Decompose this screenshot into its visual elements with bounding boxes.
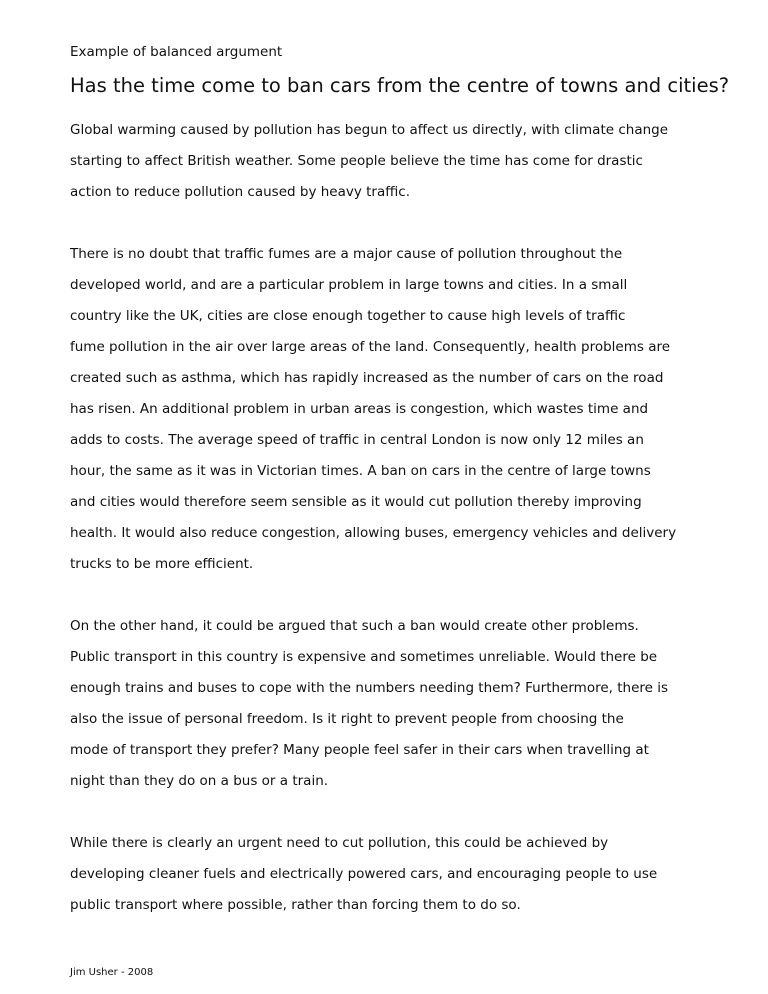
- paragraph-line: health. It would also reduce congestion, allowing buses, emergency vehicles and delivery: [70, 525, 677, 541]
- paragraph-line: enough trains and buses to cope with the numbers needing them? Furthermore, there is: [70, 680, 669, 696]
- paragraph-line: fume pollution in the air over large areas of the land. Consequently, health problems are: [70, 339, 671, 355]
- paragraph-line: has risen. An additional problem in urban areas is congestion, which wastes time and: [70, 401, 649, 417]
- paragraph-line: action to reduce pollution caused by heavy traffic.: [70, 184, 411, 200]
- paragraph-line: On the other hand, it could be argued that such a ban would create other problems.: [70, 618, 639, 634]
- paragraph-line: While there is clearly an urgent need to cut pollution, this could be achieved by: [70, 835, 609, 851]
- paragraph-line: and cities would therefore seem sensible as it would cut pollution thereby improving: [70, 494, 642, 510]
- paragraph-line: developed world, and are a particular problem in large towns and cities. In a small: [70, 277, 628, 293]
- paragraph-line: There is no doubt that traffic fumes are a major cause of pollution throughout the: [70, 246, 623, 262]
- paragraph-line: Public transport in this country is expensive and sometimes unreliable. Would there be: [70, 649, 658, 665]
- paragraph-line: adds to costs. The average speed of traffic in central London is now only 12 miles an: [70, 432, 644, 448]
- paragraph-line: starting to affect British weather. Some people believe the time has come for drastic: [70, 153, 643, 169]
- paragraph-line: mode of transport they prefer? Many people feel safer in their cars when travelling at: [70, 742, 649, 758]
- paragraph-line: created such as asthma, which has rapidly increased as the number of cars on the road: [70, 370, 664, 386]
- paragraph-line: hour, the same as it was in Victorian times. A ban on cars in the centre of large towns: [70, 463, 651, 479]
- paragraph-line: developing cleaner fuels and electrically powered cars, and encouraging people to use: [70, 866, 658, 882]
- paragraph-line: Global warming caused by pollution has begun to affect us directly, with climate change: [70, 122, 669, 138]
- paragraph-line: also the issue of personal freedom. Is it right to prevent people from choosing the: [70, 711, 624, 727]
- paragraph-line: public transport where possible, rather than forcing them to do so.: [70, 897, 521, 913]
- document-kicker: Example of balanced argument: [70, 44, 283, 60]
- paragraph-line: trucks to be more efficient.: [70, 556, 254, 572]
- paragraph-line: night than they do on a bus or a train.: [70, 773, 329, 789]
- document-title: Has the time come to ban cars from the centre of towns and cities?: [70, 74, 730, 97]
- document-footer: Jim Usher - 2008: [70, 967, 154, 978]
- paragraph-line: country like the UK, cities are close enough together to cause high levels of traffic: [70, 308, 626, 324]
